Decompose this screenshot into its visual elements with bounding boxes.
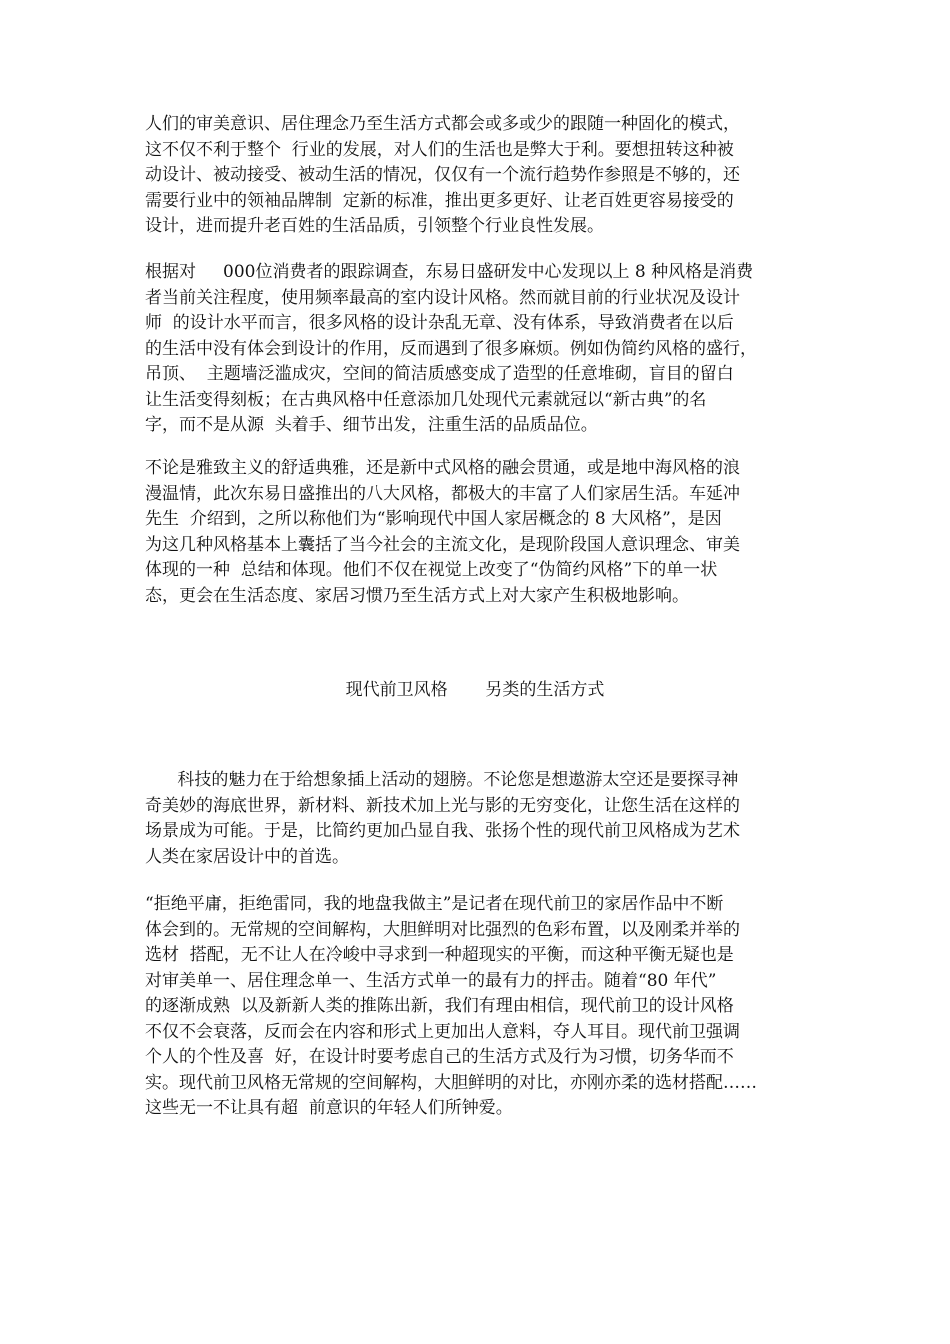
- text-line: “拒绝平庸，拒绝雷同，我的地盘我做主”是记者在现代前卫的家居作品中不断: [145, 894, 724, 914]
- paragraph-intro: [145, 112, 810, 240]
- text-line: 先生 介绍到，之所以称他们为“影响现代中国人家居概念的 8 大风格”，是因: [145, 509, 722, 529]
- text-line: 者当前关注程度，使用频率最高的室内设计风格。然而就目前的行业状况及设计: [145, 287, 740, 308]
- text-line: 体现的一种 总结和体现。他们不仅在视觉上改变了“伪简约风格”下的单一状: [145, 560, 718, 580]
- text-line: 实。现代前卫风格无常规的空间解构，大胆鲜明的对比，亦刚亦柔的选材搭配……: [145, 1072, 757, 1093]
- text-line: 选材 搭配，无不让人在冷峻中寻求到一种超现实的平衡，而这种平衡无疑也是: [145, 945, 734, 965]
- paragraph-survey: [145, 260, 810, 439]
- text-line: 人们的审美意识、居住理念乃至生活方式都会或多或少的跟随一种固化的模式，: [145, 114, 740, 134]
- text-line: 这些无一不让具有超 前意识的年轻人们所钟爱。: [145, 1098, 513, 1118]
- text-line: 让生活变得刻板；在古典风格中任意添加几处现代元素就冠以“新古典”的名: [145, 389, 707, 410]
- text-line: 的逐渐成熟 以及新新人类的推陈出新，我们有理由相信，现代前卫的设计风格: [145, 996, 734, 1016]
- text-line: 为这几种风格基本上囊括了当今社会的主流文化，是现阶段国人意识理念、审美: [145, 534, 740, 555]
- text-line: 动设计、被动接受、被动生活的情况，仅仅有一个流行趋势作参照是不够的，还: [145, 165, 740, 185]
- text-line: 体会到的。无常规的空间解构，大胆鲜明对比强烈的色彩布置，以及刚柔并举的: [145, 919, 740, 940]
- text-line: 科技的魅力在于给想象插上活动的翅膀。不论您是想遨游太空还是要探寻神: [145, 770, 739, 790]
- text-line: 设计，进而提升老百姓的生活品质，引领整个行业良性发展。: [145, 216, 604, 236]
- text-line: 人类在家居设计中的首选。: [145, 846, 349, 867]
- text-line: 不仅不会衰落，反而会在内容和形式上更加出人意料，夺人耳目。现代前卫强调: [145, 1021, 740, 1042]
- paragraph-eight-styles: [145, 456, 810, 609]
- paragraph-technology: [145, 768, 810, 870]
- section-heading: 现代前卫风格 另类的生活方式: [345, 680, 605, 700]
- text-line: 奇美妙的海底世界，新材料、新技术加上光与影的无穷变化，让您生活在这样的: [145, 795, 740, 816]
- text-line: 对审美单一、居住理念单一、生活方式单一的最有力的抨击。随着“80 年代”: [145, 970, 717, 991]
- paragraph-modern-avant-garde: [145, 892, 810, 1122]
- text-line: 吊顶、 主题墙泛滥成灾，空间的简洁质感变成了造型的任意堆砌，盲目的留白: [145, 364, 734, 384]
- text-line: 这不仅不利于整个 行业的发展，对人们的生活也是弊大于利。要想扭转这种被: [145, 139, 734, 160]
- text-line: 漫温情，此次东易日盛推出的八大风格，都极大的丰富了人们家居生活。车延冲: [145, 483, 740, 504]
- text-line: 的生活中没有体会到设计的作用，反而遇到了很多麻烦。例如伪简约风格的盛行，: [145, 338, 757, 359]
- text-line: 场景成为可能。于是，比简约更加凸显自我、张扬个性的现代前卫风格成为艺术: [145, 821, 740, 841]
- text-line: 个人的个性及喜 好，在设计时要考虑自己的生活方式及行为习惯，切务华而不: [145, 1047, 734, 1067]
- text-line: 师 的设计水平而言，很多风格的设计杂乱无章、没有体系，导致消费者在以后: [145, 313, 734, 333]
- text-line: 不论是雅致主义的舒适典雅，还是新中式风格的融会贯通，或是地中海风格的浪: [145, 458, 740, 478]
- text-line: 态，更会在生活态度、家居习惯乃至生活方式上对大家产生积极地影响。: [145, 585, 689, 606]
- text-line: 根据对 000位消费者的跟踪调查，东易日盛研发中心发现以上 8 种风格是消费: [145, 262, 754, 282]
- text-line: 字，而不是从源 头着手、细节出发，注重生活的品质品位。: [145, 415, 598, 435]
- text-line: 需要行业中的领袖品牌制 定新的标准，推出更多更好、让老百姓更容易接受的: [145, 190, 734, 211]
